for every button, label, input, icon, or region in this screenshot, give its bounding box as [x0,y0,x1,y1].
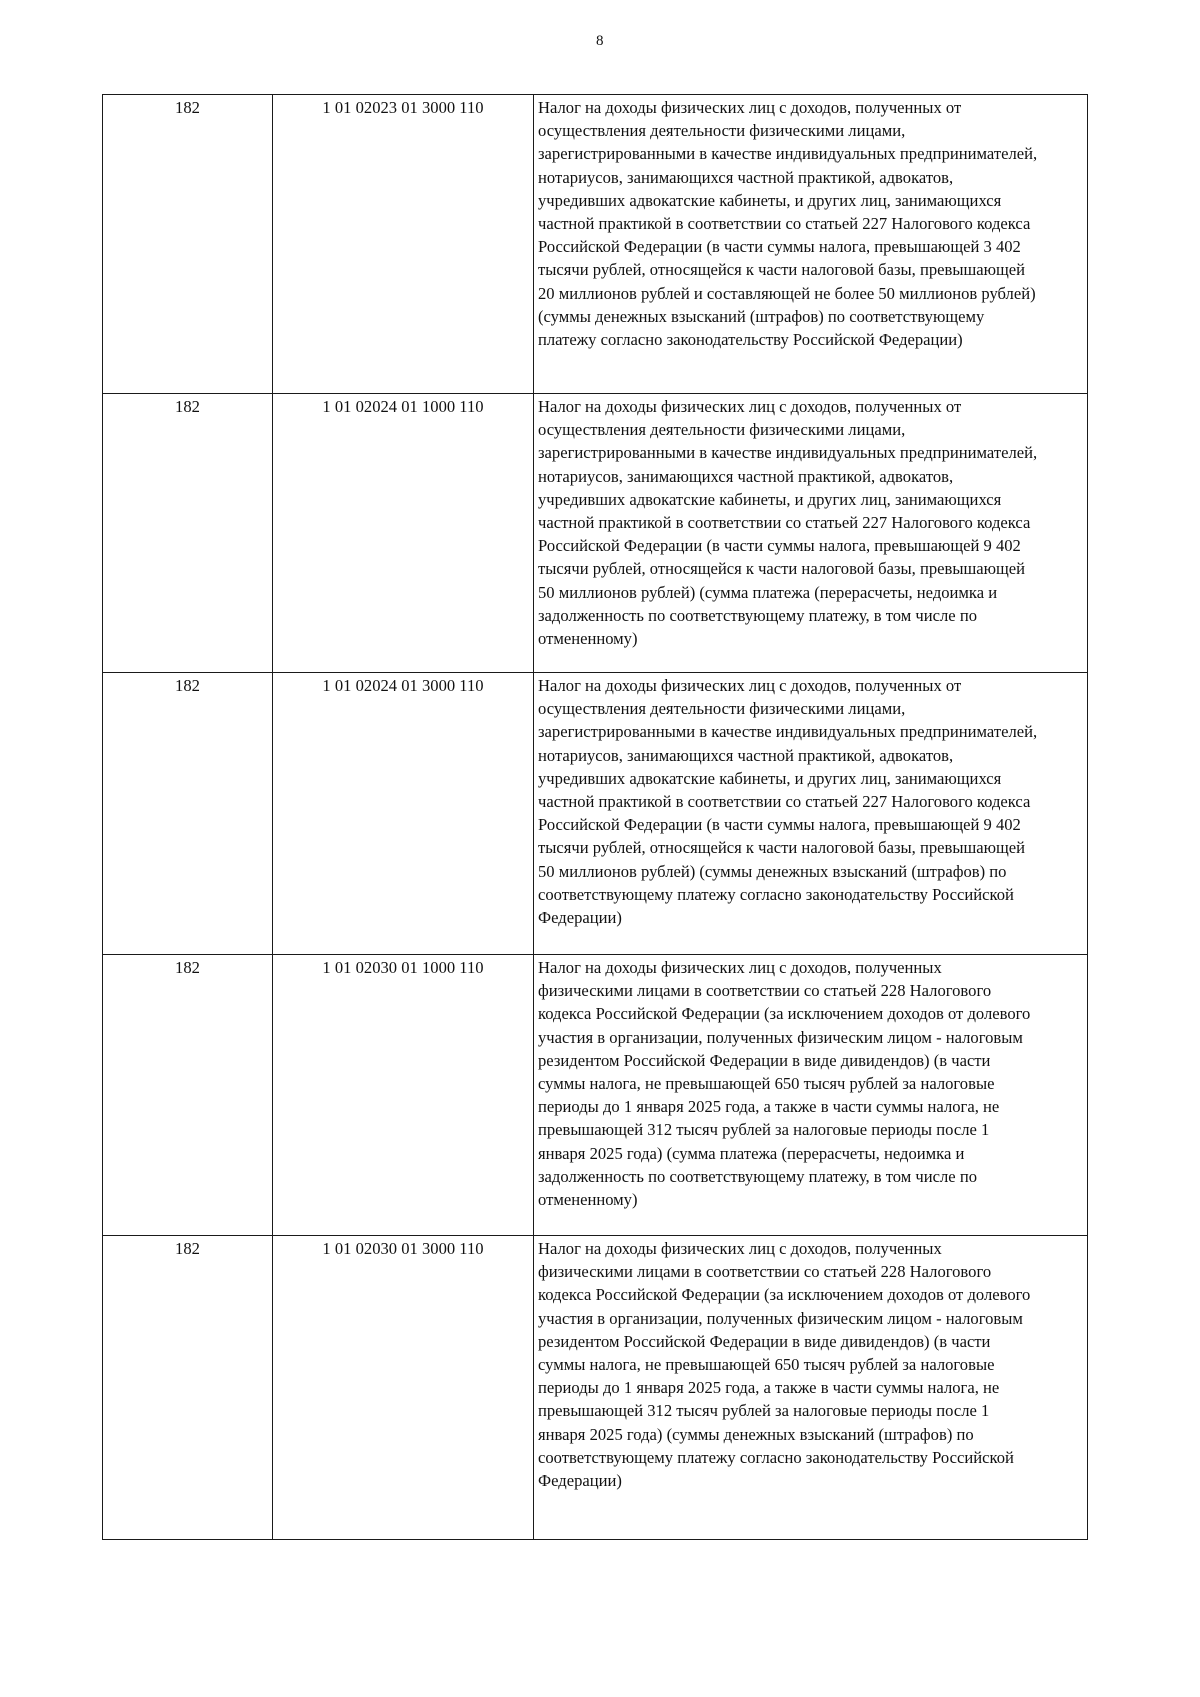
kbk-code-cell: 1 01 02023 01 3000 110 [273,95,534,394]
description-line: Налог на доходы физических лиц с доходов, полученных от [538,397,962,416]
admin-code-cell: 182 [103,673,273,955]
description-line: зарегистрированными в качестве индивидуальных предпринимателей, [538,144,1038,164]
description-line: Российской Федерации (в части суммы налога, превышающей 3 402 [538,237,1021,257]
description-line: отмененному) [538,629,638,649]
description-line: 20 миллионов рублей и составляющей не более 50 миллионов рублей) [538,283,1036,303]
description-line: зарегистрированными в качестве индивидуальных предпринимателей, [538,443,1038,463]
description-cell [534,394,1088,673]
description-cell [534,1236,1088,1540]
admin-code-cell: 182 [103,955,273,1236]
description-line: нотариусов, занимающихся частной практикой, адвокатов, [538,466,954,486]
description-line: Российской Федерации (в части суммы налога, превышающей 9 402 [538,815,1021,835]
description-line: кодекса Российской Федерации (за исключением доходов от долевого [538,1285,1031,1305]
description-line: зарегистрированными в качестве индивидуальных предпринимателей, [538,722,1038,742]
description-line: задолженность по соответствующему платежу, в том числе по [538,1166,977,1186]
description-line: тысячи рублей, относящейся к части налоговой базы, превышающей [538,838,1026,858]
description-line: соответствующему платежу согласно законодательству Российской [538,1447,1014,1467]
description-line: Федерации) [538,1471,622,1491]
description-line: превышающей 312 тысяч рублей за налоговые периоды после 1 [538,1401,990,1421]
description-line: периоды до 1 января 2025 года, а также в части суммы налога, не [538,1378,1000,1398]
description-cell [534,95,1088,394]
table-row [103,95,1088,394]
budget-codes-table [102,94,1088,1540]
description-cell [534,673,1088,955]
budget-codes-table-container [102,94,1087,1540]
description-line: тысячи рублей, относящейся к части налоговой базы, превышающей [538,559,1026,579]
description-line: физическими лицами в соответствии со статьей 228 Налогового [538,1262,992,1282]
kbk-code-cell: 1 01 02024 01 3000 110 [273,673,534,955]
description-line: Налог на доходы физических лиц с доходов, полученных [538,958,942,977]
description-line: января 2025 года) (сумма платежа (перерасчеты, недоимка и [538,1143,965,1163]
description-line: отмененному) [538,1190,638,1210]
kbk-code-cell: 1 01 02030 01 1000 110 [273,955,534,1236]
description-line: осуществления деятельности физическими лицами, [538,699,906,719]
description-line: Федерации) [538,908,622,928]
description-line: Российской Федерации (в части суммы налога, превышающей 9 402 [538,536,1021,556]
description-line: периоды до 1 января 2025 года, а также в части суммы налога, не [538,1097,1000,1117]
description-line: нотариусов, занимающихся частной практикой, адвокатов, [538,167,954,187]
description-line: суммы налога, не превышающей 650 тысяч рублей за налоговые [538,1355,995,1375]
description-line: превышающей 312 тысяч рублей за налоговые периоды после 1 [538,1120,990,1140]
description-line: Налог на доходы физических лиц с доходов, полученных от [538,98,962,117]
description-line: резидентом Российской Федерации в виде дивидендов) (в части [538,1331,991,1351]
description-line: резидентом Российской Федерации в виде дивидендов) (в части [538,1050,991,1070]
description-line: задолженность по соответствующему платежу, в том числе по [538,605,977,625]
description-line: тысячи рублей, относящейся к части налоговой базы, превышающей [538,260,1026,280]
table-row [103,394,1088,673]
description-line: 50 миллионов рублей) (суммы денежных взысканий (штрафов) по [538,861,1007,881]
admin-code-cell: 182 [103,1236,273,1540]
description-line: (суммы денежных взысканий (штрафов) по соответствующему [538,306,985,326]
table-row [103,673,1088,955]
description-line: Налог на доходы физических лиц с доходов, полученных от [538,676,962,695]
description-line: частной практикой в соответствии со статьей 227 Налогового кодекса [538,513,1031,533]
description-line: платежу согласно законодательству Российской Федерации) [538,330,963,350]
admin-code-cell: 182 [103,394,273,673]
description-line: суммы налога, не превышающей 650 тысяч рублей за налоговые [538,1074,995,1094]
description-line: нотариусов, занимающихся частной практикой, адвокатов, [538,745,954,765]
admin-code-cell: 182 [103,95,273,394]
description-line: частной практикой в соответствии со статьей 227 Налогового кодекса [538,792,1031,812]
description-line: января 2025 года) (суммы денежных взысканий (штрафов) по [538,1424,974,1444]
description-line: соответствующему платежу согласно законодательству Российской [538,884,1014,904]
description-line: учредивших адвокатские кабинеты, и других лиц, занимающихся [538,768,1002,788]
description-line: осуществления деятельности физическими лицами, [538,420,906,440]
description-line: Налог на доходы физических лиц с доходов, полученных [538,1239,942,1258]
kbk-code-cell: 1 01 02030 01 3000 110 [273,1236,534,1540]
description-line: участия в организации, полученных физическим лицом - налоговым [538,1308,1023,1328]
description-line: кодекса Российской Федерации (за исключением доходов от долевого [538,1004,1031,1024]
description-line: участия в организации, полученных физическим лицом - налоговым [538,1027,1023,1047]
description-line: 50 миллионов рублей) (сумма платежа (перерасчеты, недоимка и [538,582,998,602]
description-line: учредивших адвокатские кабинеты, и других лиц, занимающихся [538,489,1002,509]
description-line: физическими лицами в соответствии со статьей 228 Налогового [538,981,992,1001]
description-line: учредивших адвокатские кабинеты, и других лиц, занимающихся [538,190,1002,210]
kbk-code-cell: 1 01 02024 01 1000 110 [273,394,534,673]
table-row [103,955,1088,1236]
description-line: частной практикой в соответствии со статьей 227 Налогового кодекса [538,214,1031,234]
description-cell [534,955,1088,1236]
description-line: осуществления деятельности физическими лицами, [538,121,906,141]
page-number: 8 [596,33,604,49]
table-row [103,1236,1088,1540]
